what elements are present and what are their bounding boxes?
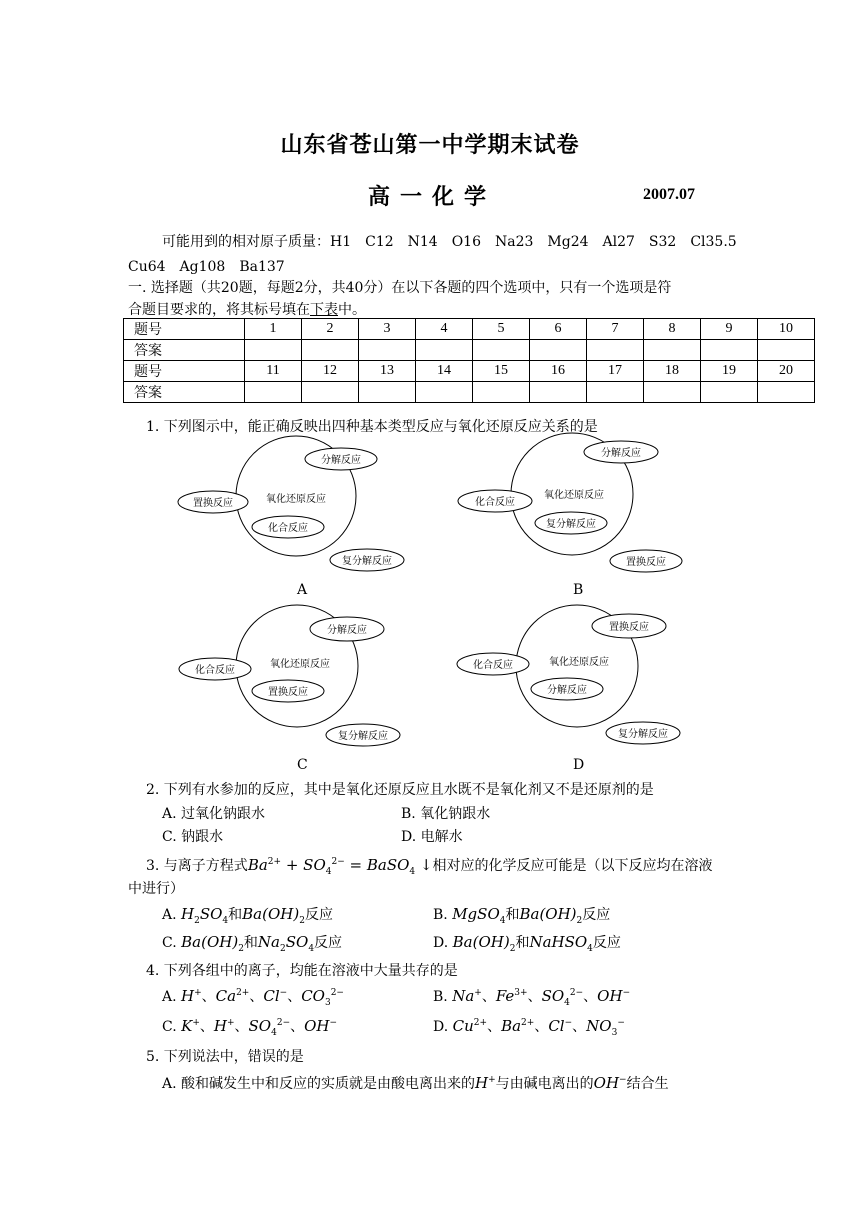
section1-instruction-2: 合题目要求的，将其标号填在下表中。 [128, 302, 366, 318]
question-4: 4. 下列各组中的离子，均能在溶液中大量共存的是 [146, 963, 458, 979]
answer-cell[interactable] [587, 382, 644, 403]
atomic-mass-line-2: Cu64 Ag108 Ba137 [128, 259, 285, 275]
question-number: 3 [359, 319, 416, 340]
exam-title: 山东省苍山第一中学期末试卷 [280, 132, 580, 158]
row-label: 答案 [124, 382, 245, 403]
question-number: 12 [302, 361, 359, 382]
label-decomp: 分解反应 [601, 448, 641, 459]
question-1: 1. 下列图示中，能正确反映出四种基本类型反应与氧化还原反应关系的是 [146, 419, 598, 435]
label-redox: 氧化还原反应 [266, 494, 326, 505]
question-number: 15 [473, 361, 530, 382]
diagram-d [450, 604, 690, 750]
q3-option-b: B. MgSO$_4$和$Ba(OH)_2$反应 [433, 905, 611, 926]
answer-cell[interactable] [245, 382, 302, 403]
question-number: 9 [701, 319, 758, 340]
table-row [124, 319, 815, 340]
diagram-c-label: C [297, 757, 308, 773]
question-number: 18 [644, 361, 701, 382]
exam-subtitle: 高一化学 [368, 184, 497, 210]
label-redox: 氧化还原反应 [544, 490, 604, 501]
diagram-b-label: B [573, 582, 584, 598]
q4-option-a: A. H+、$Ca^{2+}$、Cl−、$CO_3^{2-}$ [162, 987, 344, 1008]
question-number: 17 [587, 361, 644, 382]
question-number: 6 [530, 319, 587, 340]
answer-cell[interactable] [245, 340, 302, 361]
question-number: 13 [359, 361, 416, 382]
answer-cell[interactable] [758, 382, 815, 403]
answer-cell[interactable] [530, 340, 587, 361]
q2-option-d: D. 电解水 [401, 829, 463, 845]
q4-option-c: C. K+、H+、$SO_4^{2-}$、OH− [162, 1017, 338, 1038]
answer-cell[interactable] [473, 382, 530, 403]
label-redox: 氧化还原反应 [549, 657, 609, 668]
section1-instruction-1: 一. 选择题（共20题，每题2分，共40分）在以下各题的四个选项中，只有一个选项是符 [128, 280, 672, 296]
q2-option-a: A. 过氧化钠跟水 [162, 806, 266, 822]
label-displace: 置换反应 [268, 687, 308, 698]
q4-option-b: B. Na+、$Fe^{3+}$、$SO_4^{2-}$、OH− [433, 987, 631, 1008]
label-decomp: 分解反应 [327, 625, 367, 636]
label-double: 复分解反应 [546, 519, 596, 530]
label-decomp: 分解反应 [547, 685, 587, 696]
table-row [124, 340, 815, 361]
diagram-c [170, 604, 410, 750]
row-label: 题号 [124, 361, 245, 382]
row-label: 题号 [124, 319, 245, 340]
label-displace: 置换反应 [626, 557, 666, 568]
answer-cell[interactable] [530, 382, 587, 403]
diagram-a-label: A [297, 582, 308, 598]
label-double: 复分解反应 [618, 729, 668, 740]
answer-cell[interactable] [473, 340, 530, 361]
answer-cell[interactable] [644, 340, 701, 361]
atomic-mass-line-1: 可能用到的相对原子质量：H1 C12 N14 O16 Na23 Mg24 Al27 S32 Cl35.5 [162, 234, 737, 250]
question-number: 19 [701, 361, 758, 382]
table-row [124, 382, 815, 403]
answer-table [123, 318, 815, 403]
label-combine: 化合反应 [475, 497, 515, 508]
ionic-equation: $Ba^{2+} + SO_4^{2-}$ = BaSO$_4$ ↓ [247, 856, 433, 877]
question-number: 11 [245, 361, 302, 382]
label-decomp: 分解反应 [321, 455, 361, 466]
answer-cell[interactable] [644, 382, 701, 403]
question-2: 2. 下列有水参加的反应，其中是氧化还原反应且水既不是氧化剂又不是还原剂的是 [146, 782, 654, 798]
answer-cell[interactable] [701, 340, 758, 361]
question-number: 4 [416, 319, 473, 340]
question-3-cont: 中进行） [128, 881, 184, 897]
answer-cell[interactable] [416, 340, 473, 361]
q3-option-c: C. $Ba(OH)_2$和$Na_2SO_4$反应 [162, 933, 343, 954]
label-double: 复分解反应 [338, 731, 388, 742]
label-combine: 化合反应 [473, 660, 513, 671]
q3-option-a: A. $H_2SO_4$和$Ba(OH)_2$反应 [162, 905, 333, 926]
question-number: 2 [302, 319, 359, 340]
answer-cell[interactable] [587, 340, 644, 361]
answer-cell[interactable] [758, 340, 815, 361]
label-redox: 氧化还原反应 [270, 659, 330, 670]
question-number: 10 [758, 319, 815, 340]
label-double: 复分解反应 [342, 556, 392, 567]
table-row [124, 361, 815, 382]
q3-option-d: D. $Ba(OH)_2$和NaHSO$_4$反应 [433, 933, 621, 954]
answer-cell[interactable] [359, 340, 416, 361]
question-number: 1 [245, 319, 302, 340]
diagram-a [170, 434, 410, 576]
label-combine: 化合反应 [268, 523, 308, 534]
question-number: 8 [644, 319, 701, 340]
question-number: 20 [758, 361, 815, 382]
answer-cell[interactable] [302, 340, 359, 361]
question-number: 7 [587, 319, 644, 340]
q4-option-d: D. $Cu^{2+}$、$Ba^{2+}$、Cl−、$NO_3^-$ [433, 1017, 625, 1038]
question-number: 5 [473, 319, 530, 340]
question-5: 5. 下列说法中，错误的是 [146, 1049, 304, 1065]
diagram-d-label: D [573, 757, 585, 773]
question-number: 16 [530, 361, 587, 382]
question-3: 3. 与离子方程式$Ba^{2+} + SO_4^{2-}$ = BaSO$_4$ ↓相对应的化学反应可能是（以下反应均在溶液 [146, 856, 713, 877]
label-displace: 置换反应 [609, 622, 649, 633]
row-label: 答案 [124, 340, 245, 361]
question-number: 14 [416, 361, 473, 382]
diagram-b [450, 432, 690, 578]
q2-option-b: B. 氧化钠跟水 [401, 806, 491, 822]
answer-cell[interactable] [416, 382, 473, 403]
answer-cell[interactable] [302, 382, 359, 403]
answer-cell[interactable] [701, 382, 758, 403]
q2-option-c: C. 钠跟水 [162, 829, 224, 845]
answer-cell[interactable] [359, 382, 416, 403]
exam-date: 2007.07 [643, 186, 695, 203]
label-displace: 置换反应 [193, 498, 233, 509]
q5-option-a: A. 酸和碱发生中和反应的实质就是由酸电离出来的H+与由碱电离出的OH−结合生 [162, 1074, 669, 1092]
label-combine: 化合反应 [195, 665, 235, 676]
